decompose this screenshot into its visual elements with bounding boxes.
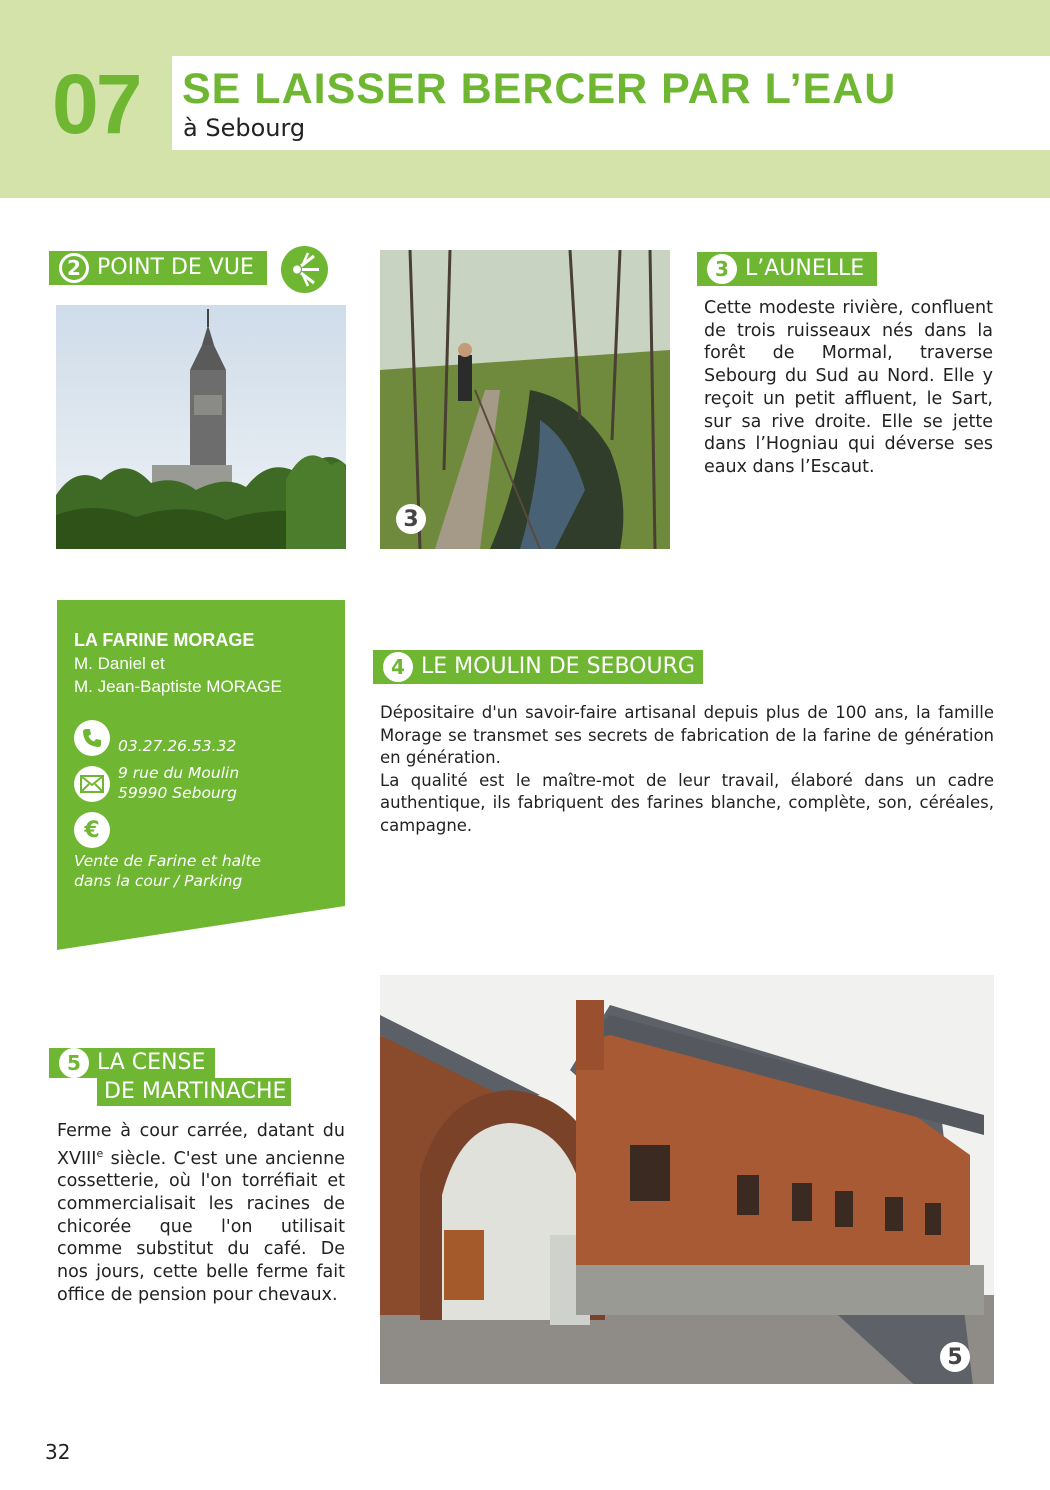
section-number: 2 [59,253,89,283]
address [118,763,239,803]
section-label: LE MOULIN DE SEBOURG [421,654,695,679]
mail-icon [74,766,110,802]
section-number: 3 [707,254,737,284]
photo-badge: 3 [396,504,426,534]
title-box [172,56,1050,150]
info-card [57,600,345,950]
info-card-name-line1: M. Daniel et [74,654,165,673]
moulin-text [380,702,994,837]
section-number: 5 [59,1048,89,1078]
page-title: SE LAISSER BERCER PAR L’EAU [182,65,897,113]
chapter-number: 07 [52,57,140,151]
euro-icon: € [74,812,110,848]
viewpoint-icon [281,246,328,293]
cense-text [57,1120,345,1306]
aunelle-text: Cette modeste rivière, confluent de trois ruisseaux nés dans la forêt de Mormal, traverse Sebourg du Sud au Nord. Elle y reçoit un petit affluent, le Sart, sur sa rive droite. Elle se jette dans l’Hogniau qui déverse ses eaux dans l’Escaut. [704,298,993,477]
cense-text-b: siècle. C'est une ancienne cossetterie, où l'on torréfiait et commercialisait les racines de chicorée que l'on utilisait comme substitut du café. De nos jours, cette belle ferme fait office de pension pour chevaux. [57,1148,345,1305]
phone-icon [74,720,110,756]
section-tag-point-de-vue [49,251,267,285]
address-line2: 59990 Sebourg [118,784,237,802]
services-line1: Vente de Farine et halte [74,852,262,870]
moulin-paragraph-2: La qualité est le maître-mot de leur travail, élaboré dans un cadre authentique, ils fabriquent des farines blanche, complète, son, céréales, campagne. [380,770,994,835]
moulin-paragraph-1: Dépositaire d'un savoir-faire artisanal depuis plus de 100 ans, la famille Morage se transmet ses secrets de fabrication de la farine de génération en génération. [380,703,994,767]
services-line2: dans la cour / Parking [74,872,243,890]
cense-text-sup: e [96,1146,104,1160]
section-tag-cense-line1 [49,1048,215,1078]
photo-badge: 5 [940,1342,970,1372]
section-label-line1: LA CENSE [97,1050,206,1075]
river-photo [380,250,670,549]
page-number: 32 [45,1440,71,1464]
address-line1: 9 rue du Moulin [118,764,240,782]
section-tag-aunelle [697,252,877,286]
info-card-title: LA FARINE MORAGE [74,630,255,650]
page-subtitle: à Sebourg [183,114,306,142]
section-number: 4 [383,652,413,682]
phone-number[interactable]: 03.27.26.53.32 [118,737,237,755]
church-photo [56,305,346,549]
cense-text-a: Ferme à cour carrée, datant du XVIII [57,1121,345,1169]
section-tag-moulin [373,650,703,684]
section-label: L’AUNELLE [745,256,865,281]
section-label: POINT DE VUE [97,255,254,280]
section-label-line2: DE MARTINACHE [104,1079,287,1104]
info-card-name [74,652,344,698]
services [74,851,261,891]
farm-photo [380,975,994,1384]
section-tag-cense-line2 [97,1078,291,1106]
info-card-name-line2: M. Jean-Baptiste MORAGE [74,677,282,696]
